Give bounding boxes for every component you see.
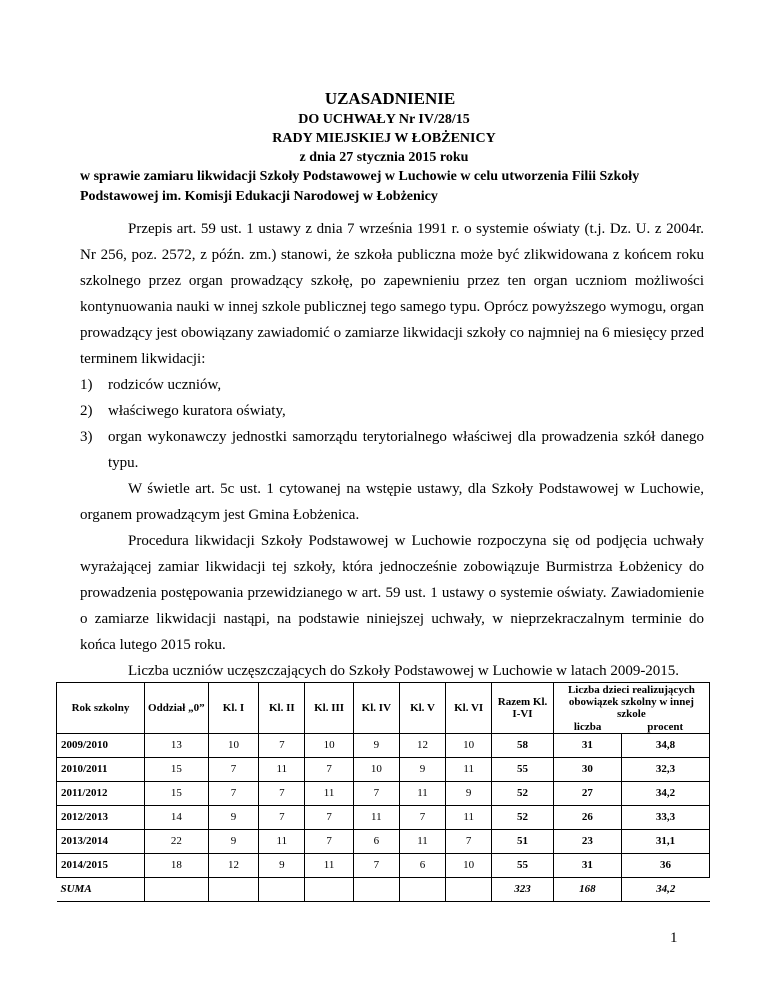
table-cell: 10 bbox=[208, 733, 259, 757]
table-cell: 34,8 bbox=[621, 733, 709, 757]
resolution-subject: w sprawie zamiaru likwidacji Szkoły Podstawowej w Luchowie w celu utworzenia Filii Szkoły Podstawowej im. Komisji Edukacji Narodowej w Łobżenicy bbox=[80, 169, 640, 204]
table-row bbox=[57, 805, 710, 829]
table-body bbox=[57, 733, 710, 877]
header-rok: Rok szkolny bbox=[57, 683, 145, 734]
table-cell: 10 bbox=[353, 757, 399, 781]
list-item: 3) organ wykonawczy jednostki samorządu terytorialnego właściwej dla prowadzenia szkół danego typu. bbox=[80, 429, 704, 471]
table-cell: 31 bbox=[553, 853, 621, 877]
list-item: 2) właściwego kuratora oświaty, bbox=[80, 403, 286, 419]
table-cell: 58 bbox=[492, 733, 554, 757]
table-cell: 12 bbox=[399, 733, 445, 757]
table-cell: 32,3 bbox=[621, 757, 709, 781]
table-cell: 11 bbox=[446, 805, 492, 829]
table-cell: 6 bbox=[399, 853, 445, 877]
table-cell: 2013/2014 bbox=[57, 829, 145, 853]
table-cell: 52 bbox=[492, 805, 554, 829]
table-cell: 11 bbox=[305, 781, 353, 805]
table-cell: 14 bbox=[144, 805, 208, 829]
table-cell: 9 bbox=[208, 805, 259, 829]
table-cell: 10 bbox=[446, 733, 492, 757]
table-cell: 11 bbox=[305, 853, 353, 877]
header-kl6: Kl. VI bbox=[446, 683, 492, 734]
students-table bbox=[56, 682, 710, 902]
table-cell: 9 bbox=[208, 829, 259, 853]
table-row bbox=[57, 733, 710, 757]
table-cell: 26 bbox=[553, 805, 621, 829]
table-cell: 2009/2010 bbox=[57, 733, 145, 757]
table-cell: 11 bbox=[353, 805, 399, 829]
table-cell: 7 bbox=[446, 829, 492, 853]
table-cell: 2011/2012 bbox=[57, 781, 145, 805]
table-row bbox=[57, 853, 710, 877]
list-item: 1) rodziców uczniów, bbox=[80, 377, 222, 393]
council-name: RADY MIEJSKIEJ W ŁOBŻENICY bbox=[272, 131, 496, 146]
table-cell: 7 bbox=[305, 829, 353, 853]
document-body bbox=[80, 216, 704, 684]
table-cell: 36 bbox=[621, 853, 709, 877]
table-cell: 9 bbox=[446, 781, 492, 805]
table-row bbox=[57, 829, 710, 853]
table-cell: 2014/2015 bbox=[57, 853, 145, 877]
table-cell: 7 bbox=[259, 781, 305, 805]
table-cell: 7 bbox=[259, 805, 305, 829]
table-cell: 33,3 bbox=[621, 805, 709, 829]
notification-list bbox=[80, 372, 704, 476]
table-cell: 13 bbox=[144, 733, 208, 757]
suma-procent: 34,2 bbox=[621, 877, 709, 901]
table-cell: 7 bbox=[353, 781, 399, 805]
table-cell: 31,1 bbox=[621, 829, 709, 853]
table-cell: 11 bbox=[446, 757, 492, 781]
table-cell: 11 bbox=[399, 829, 445, 853]
table-cell: 7 bbox=[305, 805, 353, 829]
resolution-number: DO UCHWAŁY Nr IV/28/15 bbox=[298, 112, 470, 127]
table-cell: 52 bbox=[492, 781, 554, 805]
document-title: UZASADNIENIE bbox=[324, 89, 456, 108]
table-cell: 2012/2013 bbox=[57, 805, 145, 829]
table-cell: 6 bbox=[353, 829, 399, 853]
header-kl2: Kl. II bbox=[259, 683, 305, 734]
paragraph-governing-body: W świetle art. 5c ust. 1 cytowanej na wstępie ustawy, dla Szkoły Podstawowej w Luchowie, organem prowadzącym jest Gmina Łobżenica. bbox=[80, 481, 704, 523]
table-cell: 23 bbox=[553, 829, 621, 853]
table-cell: 9 bbox=[259, 853, 305, 877]
table-row bbox=[57, 781, 710, 805]
header-oddzial: Oddział „0” bbox=[144, 683, 208, 734]
suma-label: SUMA bbox=[57, 877, 145, 901]
table-cell: 7 bbox=[259, 733, 305, 757]
table-cell: 7 bbox=[353, 853, 399, 877]
paragraph-student-count: Liczba uczniów uczęszczających do Szkoły Podstawowej w Luchowie w latach 2009-2015. bbox=[128, 663, 680, 679]
table-cell: 12 bbox=[208, 853, 259, 877]
suma-razem: 323 bbox=[492, 877, 554, 901]
table-cell: 18 bbox=[144, 853, 208, 877]
table-cell: 9 bbox=[399, 757, 445, 781]
table-row-suma bbox=[57, 877, 710, 901]
page-number: 1 bbox=[670, 930, 678, 946]
table-cell: 7 bbox=[208, 757, 259, 781]
table-cell: 2010/2011 bbox=[57, 757, 145, 781]
paragraph-procedure: Procedura likwidacji Szkoły Podstawowej w Luchowie rozpoczyna się od podjęcia uchwały wyrażającej zamiar likwidacji tej szkoły, która jednocześnie zobowiązuje Burmistrza Łobżenicy do prowadzenia postępowania przewidzianego w art. 59 ust. 1 ustawy o systemie oświaty. Zawiadomienie o zamiarze likwidacji nastąpi, na podstawie niniejszej uchwały, w nieprzekraczalnym terminie do końca lutego 2015 roku. bbox=[80, 533, 704, 653]
table-cell: 55 bbox=[492, 757, 554, 781]
table-cell: 9 bbox=[353, 733, 399, 757]
document-header bbox=[0, 88, 768, 207]
table-cell: 55 bbox=[492, 853, 554, 877]
resolution-date: z dnia 27 stycznia 2015 roku bbox=[299, 150, 469, 165]
paragraph-legal-basis: Przepis art. 59 ust. 1 ustawy z dnia 7 września 1991 r. o systemie oświaty (t.j. Dz. U. z 2004r. Nr 256, poz. 2572, z późn. zm.) stanowi, że szkoła publiczna może być zlikwidowana z końcem roku szkolnego przez organ prowadzący szkołę, po zapewnieniu przez ten organ uczniom możliwości kontynuowania nauki w innej szkole publicznej tego samego typu. Oprócz powyższego wymogu, organ prowadzący jest obowiązany zawiadomić o zamiarze likwidacji szkoły co najmniej na 6 miesięcy przed terminem likwidacji: bbox=[80, 221, 704, 367]
table-cell: 30 bbox=[553, 757, 621, 781]
table-cell: 15 bbox=[144, 781, 208, 805]
table-cell: 11 bbox=[259, 757, 305, 781]
table-cell: 34,2 bbox=[621, 781, 709, 805]
table-cell: 51 bbox=[492, 829, 554, 853]
header-other-school: Liczba dzieci realizujących obowiązek szkolny w innej szkole bbox=[553, 683, 709, 721]
header-procent: procent bbox=[621, 721, 709, 734]
table-cell: 15 bbox=[144, 757, 208, 781]
table-cell: 27 bbox=[553, 781, 621, 805]
header-kl3: Kl. III bbox=[305, 683, 353, 734]
header-kl4: Kl. IV bbox=[353, 683, 399, 734]
table-cell: 31 bbox=[553, 733, 621, 757]
table-cell: 7 bbox=[305, 757, 353, 781]
table-cell: 11 bbox=[259, 829, 305, 853]
header-razem: Razem Kl. I-VI bbox=[492, 683, 554, 734]
header-kl5: Kl. V bbox=[399, 683, 445, 734]
table-cell: 22 bbox=[144, 829, 208, 853]
header-kl1: Kl. I bbox=[208, 683, 259, 734]
table-row bbox=[57, 757, 710, 781]
table-cell: 11 bbox=[399, 781, 445, 805]
table-cell: 7 bbox=[399, 805, 445, 829]
suma-liczba: 168 bbox=[553, 877, 621, 901]
table-cell: 7 bbox=[208, 781, 259, 805]
table-cell: 10 bbox=[305, 733, 353, 757]
header-liczba: liczba bbox=[553, 721, 621, 734]
table-cell: 10 bbox=[446, 853, 492, 877]
